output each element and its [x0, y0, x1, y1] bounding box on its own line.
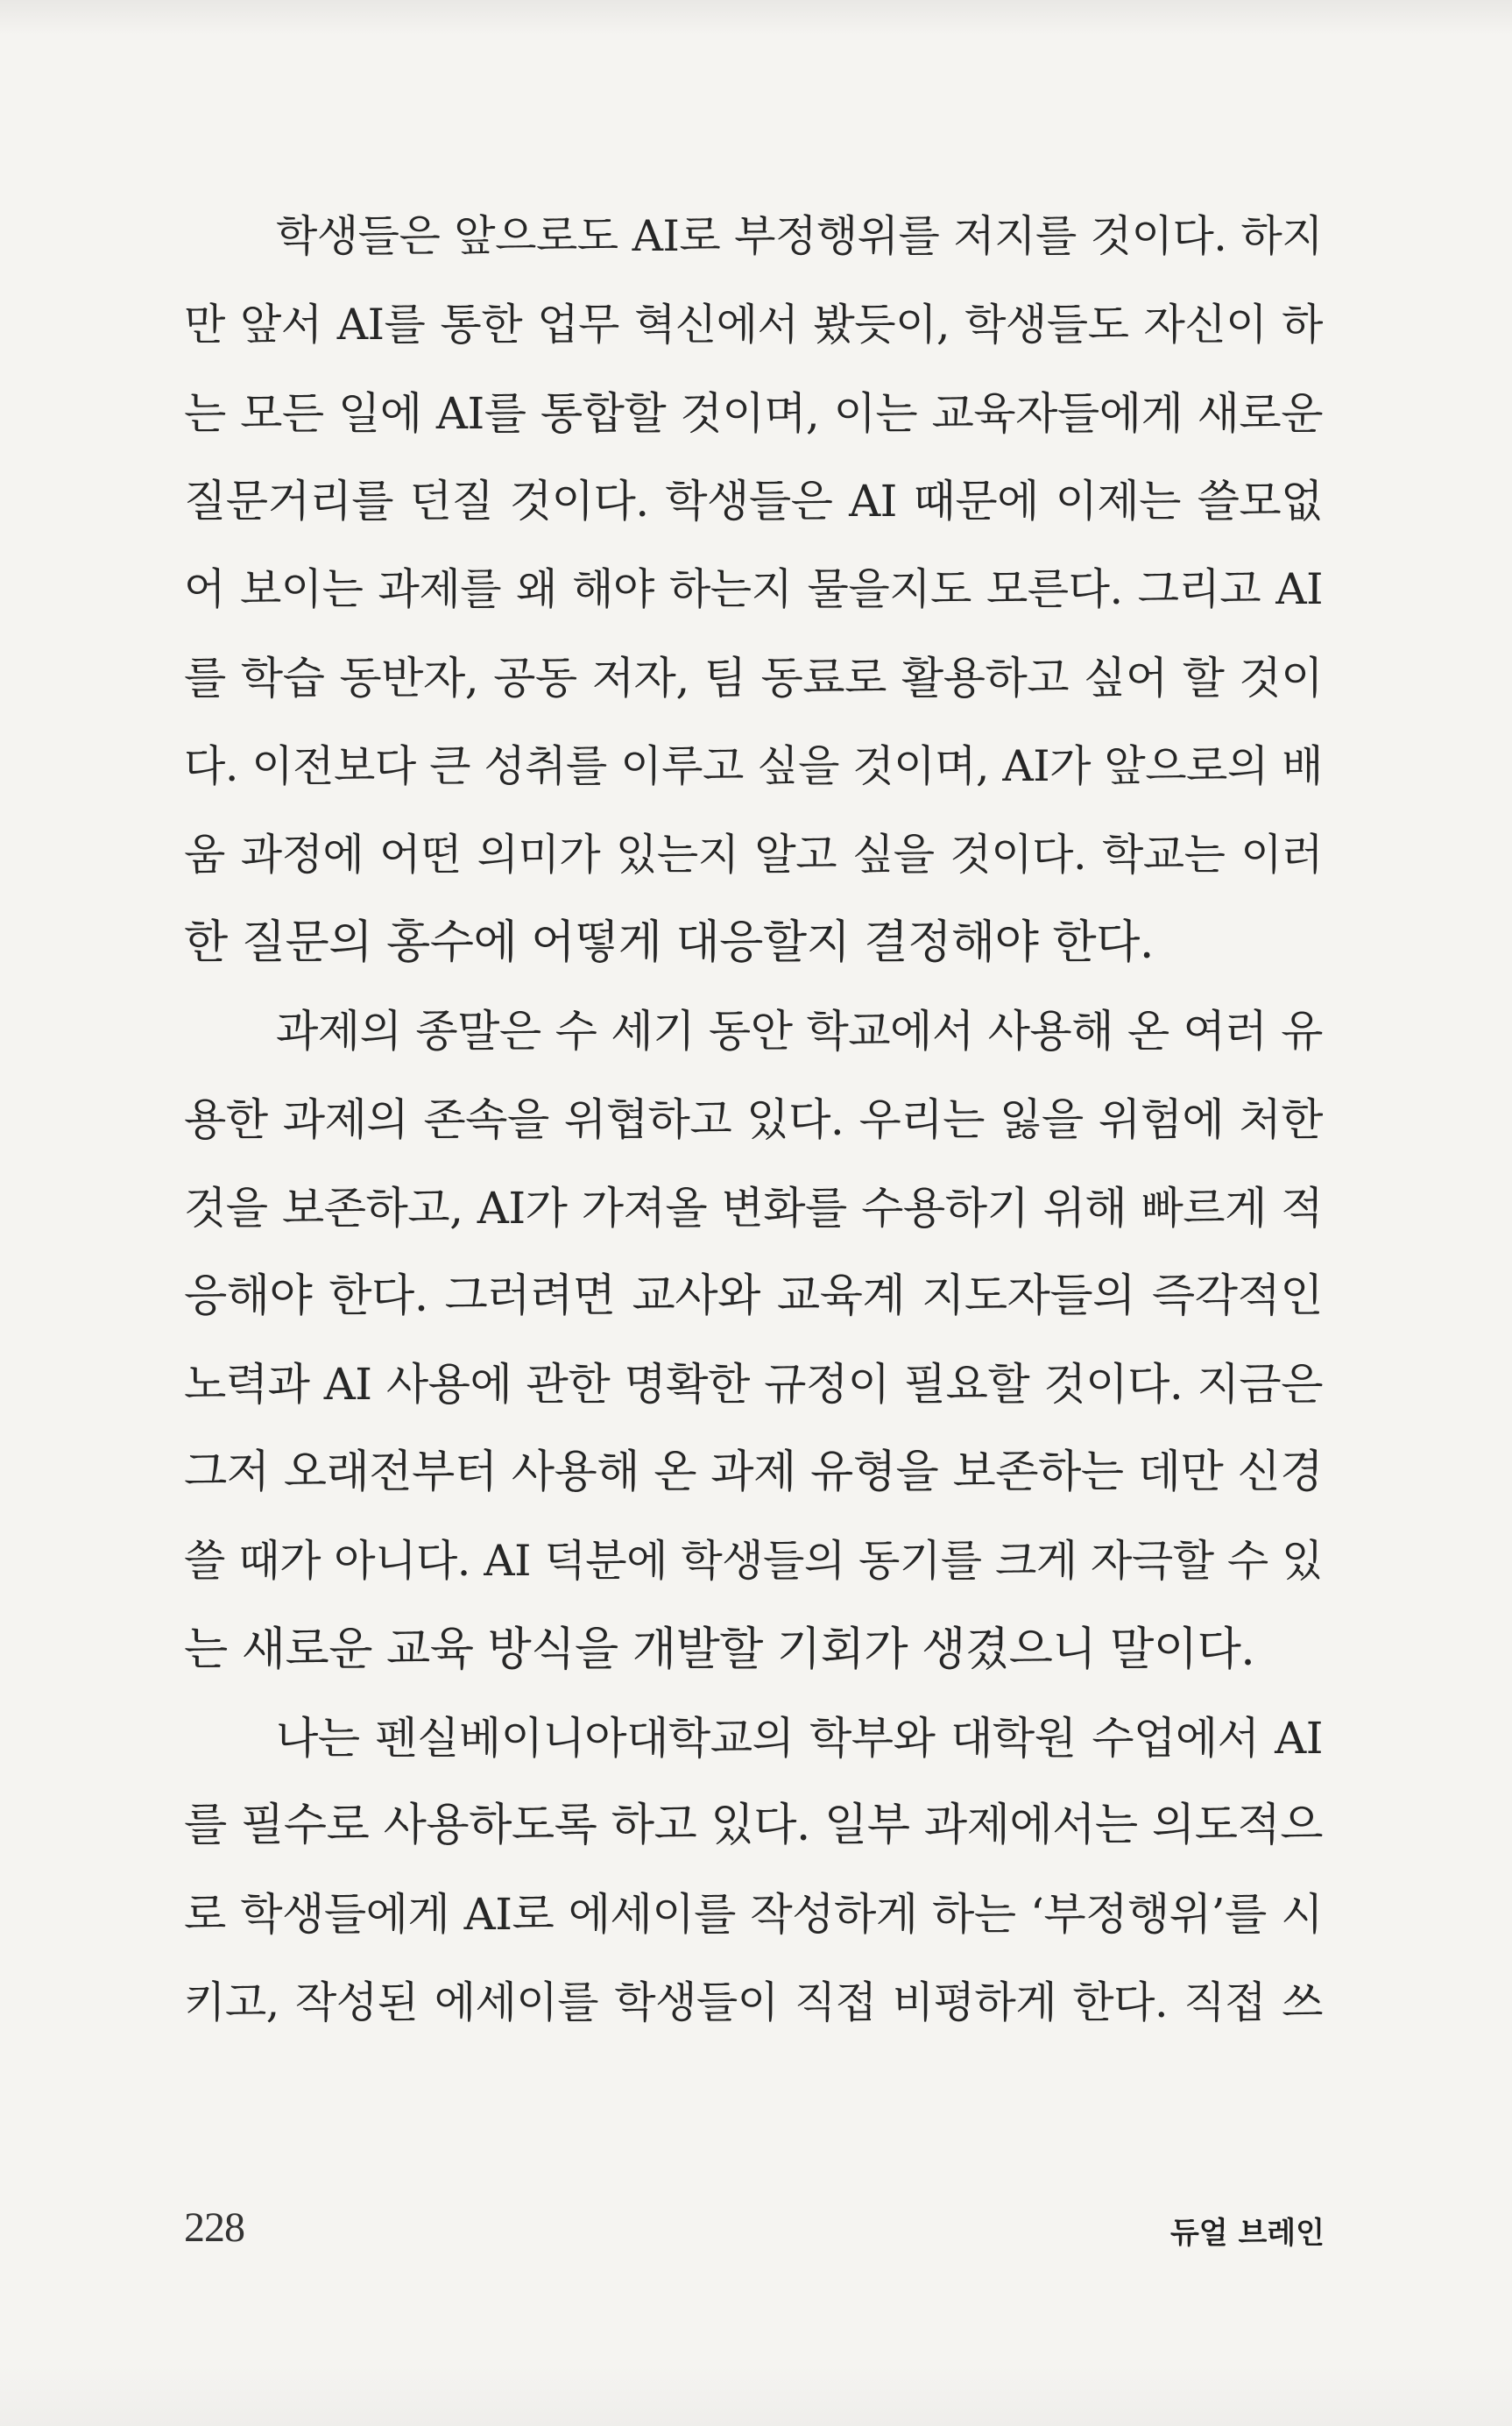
body-text — [184, 193, 1323, 2048]
text-line: 한 질문의 홍수에 어떻게 대응할지 결정해야 한다. — [184, 916, 1154, 970]
running-footer-book-title: 듀얼 브레인 — [1169, 2216, 1325, 2251]
text-line: 질문거리를 던질 것이다. 학생들은 AI 때문에 이제는 쓸모없 — [184, 476, 1323, 527]
text-line: 다. 이전보다 큰 성취를 이루고 싶을 것이며, AI가 앞으로의 배 — [184, 740, 1323, 791]
text-line: 나는 펜실베이니아대학교의 학부와 대학원 수업에서 AI — [276, 1712, 1323, 1764]
text-line: 는 모든 일에 AI를 통합할 것이며, 이는 교육자들에게 새로운 — [184, 387, 1323, 439]
text-line: 노력과 AI 사용에 관한 명확한 규정이 필요할 것이다. 지금은 — [184, 1359, 1323, 1411]
text-line: 키고, 작성된 에세이를 학생들이 직접 비평하게 한다. 직접 쓰 — [184, 1977, 1323, 2027]
text-line: 는 새로운 교육 방식을 개발할 기회가 생겼으니 말이다. — [184, 1623, 1255, 1676]
text-line: 용한 과제의 존속을 위협하고 있다. 우리는 잃을 위험에 처한 — [184, 1093, 1323, 1145]
text-line: 만 앞서 AI를 통한 업무 혁신에서 봤듯이, 학생들도 자신이 하 — [184, 299, 1323, 350]
text-line: 를 필수로 사용하도록 하고 있다. 일부 과제에서는 의도적으 — [184, 1800, 1323, 1852]
text-line: 그저 오래전부터 사용해 온 과제 유형을 보존하는 데만 신경 — [184, 1446, 1323, 1499]
text-line: 쓸 때가 아니다. AI 덕분에 학생들의 동기를 크게 자극할 수 있 — [184, 1535, 1323, 1586]
text-line: 를 학습 동반자, 공동 저자, 팀 동료로 활용하고 싶어 할 것이 — [184, 652, 1323, 704]
text-line: 로 학생들에게 AI로 에세이를 작성하게 하는 ‘부정행위’를 시 — [184, 1889, 1323, 1941]
text-line: 과제의 종말은 수 세기 동안 학교에서 사용해 온 여러 유 — [276, 1006, 1323, 1057]
text-line: 학생들은 앞으로도 AI로 부정행위를 저지를 것이다. 하지 — [276, 211, 1323, 261]
text-line: 어 보이는 과제를 왜 해야 하는지 물을지도 모른다. 그리고 AI — [184, 564, 1323, 615]
page-number: 228 — [184, 2204, 244, 2251]
text-line: 것을 보존하고, AI가 가져올 변화를 수용하기 위해 빠르게 적 — [184, 1182, 1323, 1234]
text-line: 응해야 한다. 그러려면 교사와 교육계 지도자들의 즉각적인 — [184, 1270, 1323, 1322]
text-line: 움 과정에 어떤 의미가 있는지 알고 싶을 것이다. 학교는 이러 — [184, 829, 1323, 880]
